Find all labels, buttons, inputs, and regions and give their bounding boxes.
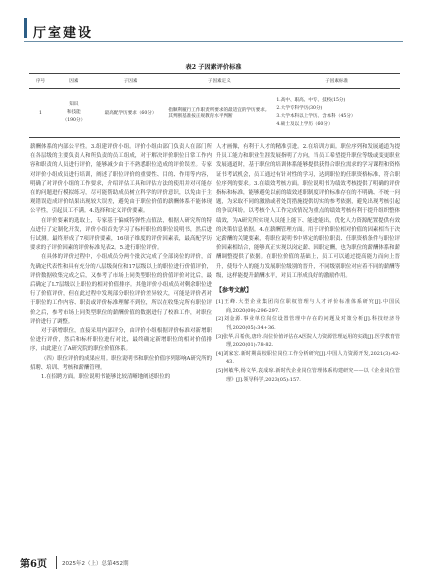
section-title: 厅室建设 [33, 26, 94, 41]
reference-item: [3]张华,吕希侠,唐玲.岗位价值评估在A医院人力资源管理运用的实践[J].医学教育管理,2020(01):78-82. [216, 333, 400, 349]
table-header-row [29, 74, 400, 89]
row-definition: 指顺利履行工作职责所要求的最适宜的学历要求。其判断基准按正规教育水平判断 [165, 89, 273, 138]
header-definition: 子因素定义 [165, 74, 273, 89]
body-paragraph: 1.在招聘方面。职位说明书能够比较清晰地阐述职位的 [41, 374, 171, 381]
body-paragraph: （四）职位评价的成果应用。职位说明书和职位价值序列影响A研究所的招聘、培训、考核和薪酬管理。 [30, 355, 213, 371]
right-text-column [216, 143, 400, 384]
reference-item: [1]王峰.大型企业集团岗位职权管理与人才评价标准体系研究[J].中国民商,2020(09):296-297. [216, 299, 400, 314]
header-subfactor: 子因素 [96, 74, 165, 89]
standard-line: 2.大学专科学历(30分) [276, 106, 323, 111]
evaluation-table [29, 73, 400, 138]
row-standard [273, 89, 400, 138]
page-number: 第6页 [20, 559, 47, 570]
header-divider [24, 41, 403, 42]
body-paragraph: 对于新增职位，直接采用内部评分，由评价小组根据评价标准对新增职位进行评价，然后和标杆职位进行对比，最终确定新增职位的相对价值排序，由此建立了A研究院的职位价值体系。 [30, 328, 212, 353]
standard-line: 4.硕士及以上学历（60分） [276, 122, 333, 127]
header-standard: 子因素标准 [273, 74, 400, 89]
left-text-column [30, 143, 212, 382]
row-number: 1 [29, 89, 52, 138]
body-paragraph: 在具体的评价过程中，小组成员分两个批次完成了全部岗位的评价，首先确定代表性和具有充分的八层级岗位和17层级以上的职位进行价值评价，评价数据收集完成之后，又参考了市场上同类型职位的价值评价对比后，最后确定了L7层级以上职位的相对价值排序。其他评价小组成员对剩余职位进行了价值评价，但在此过程中发现部分职位评价差异较大，可能是评价者对于职位的工作内容、职责或评价标准理解不到位，所以在收集完所有职位评价之后，参考市场上同类型职位的薪酬价值的数据进行了校准工作，对职位评价进行了调整。 [30, 254, 212, 325]
reference-item: [2]刘金源.事业单位岗位设置管理中存在的问题及对策分析[J].科技经济导刊,2020(05):34+36. [216, 316, 400, 332]
table-row [29, 89, 400, 138]
standard-line: 3.大学本科以上学历、含本科（45分） [276, 114, 356, 119]
section-marker [24, 18, 27, 38]
factor-line: 知识 [69, 102, 79, 107]
header-number: 序号 [29, 74, 52, 89]
reference-item: [5]何敏华,杨文华,袁成琼.新时代企业岗位管理体系构建研究——以《企业岗位管理》[J].领导科学,2023(05):157. [216, 368, 400, 383]
body-paragraph: 薪酬体系的内部公平性。3.组建评价小组。评价小组由部门负责人在部门所在各层级的主要负责人和所负责的员工组成，对于解决评价职位日常工作内容和职责的人员进行评价，能够减少由于不熟悉职位造成的评价误差。专家对评价小组成员进行培训，阐述了职位评价的重要性、目的、作用等内容，明确了对评价小组的工作要求，介绍评估工具和评估方法的使用并对可能存在的问题进行模拟练习，尽可能帮助成员树立科学的评价意识，以免由于主观错误造成评价结果出现较大误差，避免由于职位价值的薪酬体系不能体现公平性，引起员工不满。4.选择和定义评价要素。 [30, 144, 212, 215]
footer-divider [56, 556, 57, 569]
row-factor [52, 89, 96, 138]
body-paragraph: 人才画像，有利于人才的精准引进。2.在培训方面。职位序列和发展通道为提升员工能力和职业生涯发展指明了方向，当员工希望提升职位等级或变更职业发展通道时，基于职位的培训体系能够提供获得合职位需求的学习课程和资格证书考试机会，员工通过有针对性的学习，达到职位的任职资格标准，符合职位序列的要求。3.在绩效考核方面。职位说明书为绩效考核提供了明确的评价指标和标准，能够避免以前的绩效述职制度评价标准存在的不明确、不统一问题，为采取不同的激励或者处罚措施提供切实的参考依据，避免出现考核引起的争议纠纷。以考核个人工作完成情况为重点的绩效考核有利于提升组织整体绩效，为A研究所实现人员能上能下、能进能出，优化人力资源配置提供有效的决策信息依据。4.在薪酬管理方面。用于评价职位相对价值的因素相当于决定薪酬的关键要素，将职位说明书中界定的职位职责、任职资格条件与职位评价因素相结合，能够真正实现以岗定薪、因职定酬，也为职位的薪酬体系和薪酬调整提供了依据。在职位价值的基础上，员工可以通过提高能力而向上晋升，使每个人的能力发展职位级别的晋升，不同级别职位对应着不同的薪酬等级，这样能提升薪酬水平，对员工形成良好的激励作用。 [216, 144, 400, 279]
row-subfactor: 最高配学历要求（60分） [96, 89, 165, 138]
reference-item: [4]刘家宏.新时期高校职位岗位工作分析研究[J].中国人力资源开发,2021(3):42-43. [216, 350, 400, 366]
header-factor: 因素 [52, 74, 96, 89]
factor-line: 和技能 [66, 110, 81, 115]
table-caption: 表2 子因素评价标准 [185, 64, 242, 71]
standard-line: 1.高中、职高、中专、技校(15分) [276, 98, 346, 103]
references-title: 【参考文献】 [216, 287, 253, 295]
issue-info: 2025年2（上）总第452期 [62, 561, 129, 567]
body-paragraph: 在评价要素的选取上，专家基于偏威特弹性点值法，根据人研究所的特点进行了定制化开发，评价小组首先学习了标杆职位的职位说明书，然后进行试测。最终形成了7项评价要素，16项子维度的评价因素表，最高配学历要求的子评价因素的评价标准见表2。5.进行职位评价。 [30, 217, 212, 252]
factor-line: （190分） [62, 118, 86, 123]
